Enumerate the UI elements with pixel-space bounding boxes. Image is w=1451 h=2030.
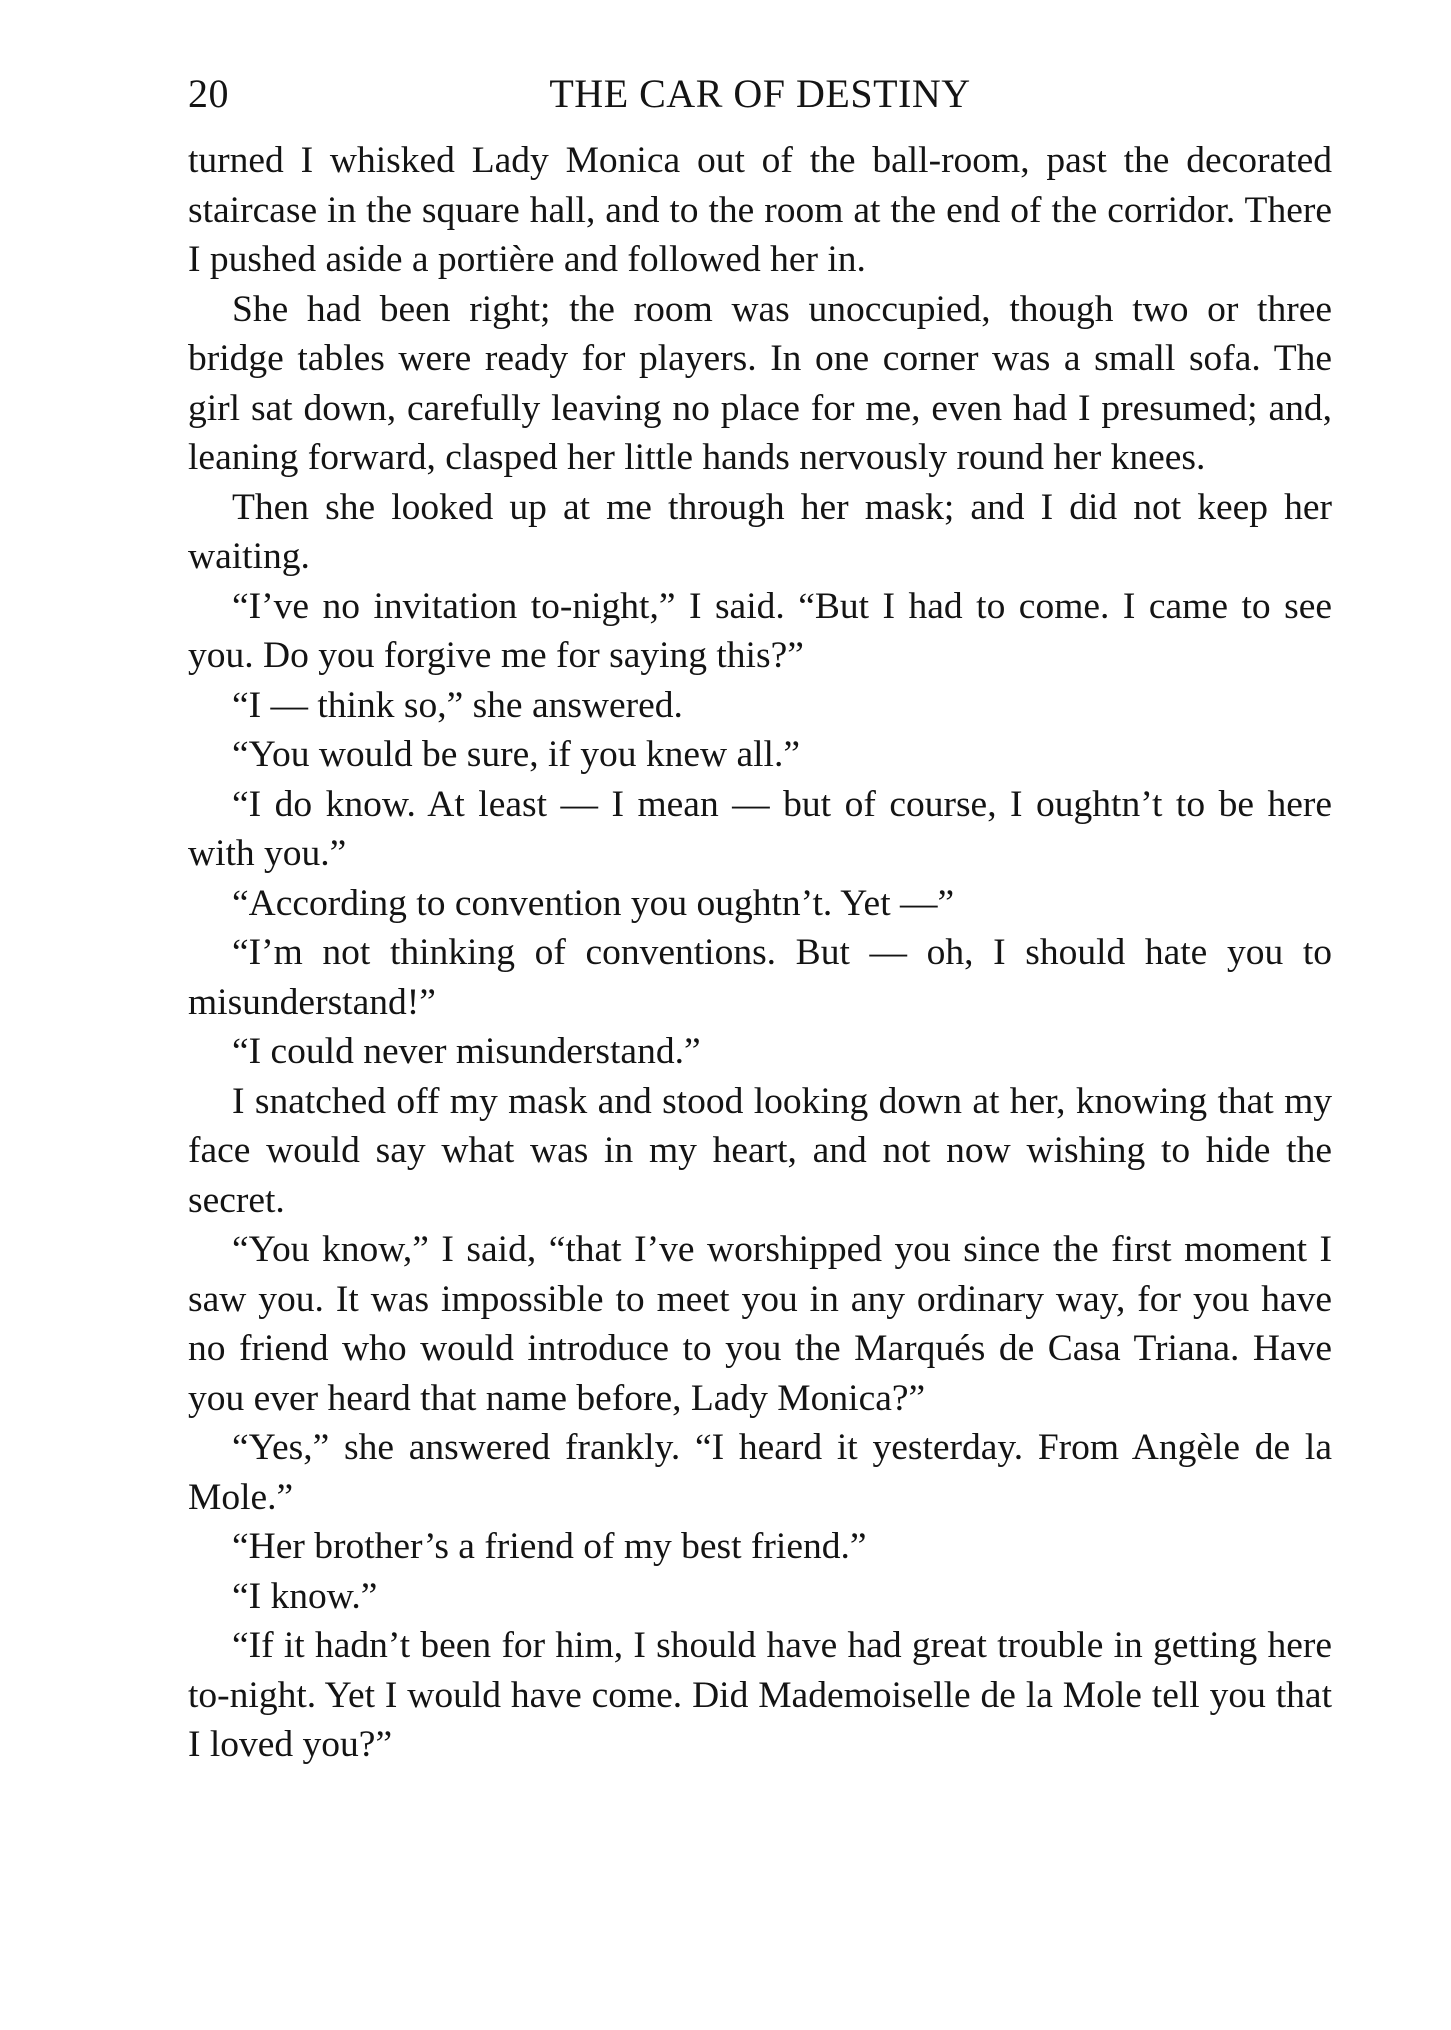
- paragraph: “I’m not thinking of conventions. But — oh, I should hate you to misunderstand!”: [188, 932, 1332, 1023]
- paragraph: turned I whisked Lady Monica out of the ball-room, past the decorated staircase in the square hall, and to the room at the end of the corridor. There I pushed aside a portière and followed her in.: [188, 140, 1332, 280]
- paragraph: “You know,” I said, “that I’ve worshipped you since the first moment I saw you. It was impossible to meet you in any ordinary way, for you have no friend who would introduce to you the Marqués de Casa Triana. Have you ever heard that name before, Lady Monica?”: [188, 1229, 1332, 1419]
- running-head: [188, 66, 1332, 122]
- paragraph: “I do know. At least — I mean — but of course, I oughtn’t to be here with you.”: [188, 783, 1332, 874]
- paragraph: “I know.”: [232, 1575, 378, 1617]
- paragraph: “I’ve no invitation to-night,” I said. “But I had to come. I came to see you. Do you forgive me for saying this?”: [188, 585, 1332, 676]
- paragraph: “I could never misunderstand.”: [232, 1031, 701, 1072]
- paragraph: Then she looked up at me through her mask; and I did not keep her waiting.: [188, 486, 1332, 577]
- body-text: [188, 136, 1332, 1770]
- paragraph: “You would be sure, if you knew all.”: [232, 734, 800, 775]
- paragraph: I snatched off my mask and stood looking down at her, knowing that my face would say what was in my heart, and not now wishing to hide the secret.: [188, 1080, 1332, 1221]
- paragraph: “I — think so,” she answered.: [232, 684, 683, 726]
- paragraph: “Yes,” she answered frankly. “I heard it yesterday. From Angèle de la Mole.”: [188, 1427, 1332, 1518]
- paragraph: “If it hadn’t been for him, I should have had great trouble in getting here to-night. Yet I would have come. Did Mademoiselle de la Mole tell you that I loved you?”: [188, 1625, 1332, 1765]
- paragraph: “Her brother’s a friend of my best friend.”: [232, 1526, 867, 1567]
- page-number: 20: [188, 71, 229, 116]
- book-title: THE CAR OF DESTINY: [549, 71, 971, 116]
- paragraph: She had been right; the room was unoccupied, though two or three bridge tables were ready for players. In one corner was a small sofa. The girl sat down, carefully leaving no place for me, even had I presumed; and, leaning forward, clasped her little hands nervously round her knees.: [188, 288, 1332, 478]
- paragraph: “According to convention you oughtn’t. Yet —”: [232, 882, 955, 924]
